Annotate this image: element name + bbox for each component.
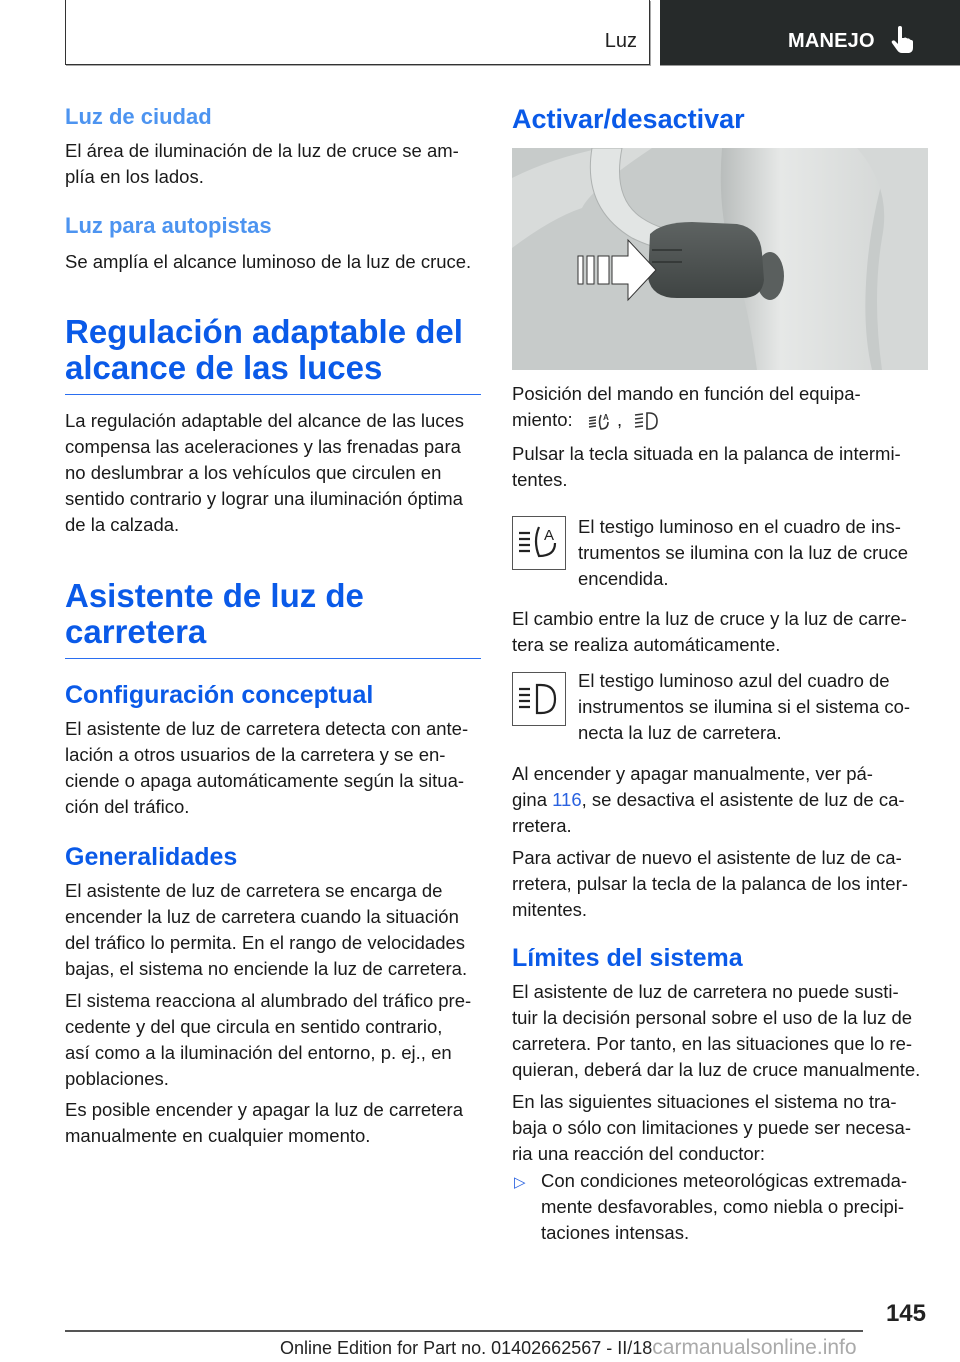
- paragraph-generalidades-3: [65, 1097, 483, 1149]
- heading-line: alcance de las luces: [65, 349, 383, 386]
- text-line: bajas, el sistema no enciende la luz de carretera.: [65, 958, 468, 979]
- text-line: cedente y del que circula en sentido contrario,: [65, 1016, 443, 1037]
- triangle-bullet-icon: ▷: [514, 1174, 526, 1191]
- text-line: instrumentos se ilumina si el sistema co-: [578, 696, 911, 717]
- auto-high-beam-icon: [586, 410, 612, 432]
- text-line: Es posible encender y apagar la luz de carretera: [65, 1099, 463, 1120]
- text-line: El área de iluminación de la luz de cruce se am-: [65, 140, 459, 161]
- text-line: taciones intensas.: [541, 1222, 690, 1243]
- text-line: rretera, pulsar la tecla de la palanca de los inter-: [512, 873, 908, 894]
- high-beam-icon: [633, 410, 659, 432]
- paragraph-cambio-automatico: [512, 606, 930, 658]
- header-chapter-tab[interactable]: [660, 0, 960, 65]
- page-link-116[interactable]: 116: [552, 789, 582, 810]
- heading-activar-desactivar: Activar/desactivar: [512, 104, 745, 134]
- text-line: del tráfico lo permita. En el rango de velocidades: [65, 932, 466, 953]
- text-line: compensa las aceleraciones y las frenadas para: [65, 436, 461, 457]
- heading-asistente-luz-carretera: [65, 578, 481, 659]
- heading-configuracion-conceptual: Configuración conceptual: [65, 681, 374, 709]
- text-fragment: gina: [512, 789, 553, 810]
- chapter-title: MANEJO: [788, 30, 875, 52]
- text-line: mitentes.: [512, 899, 588, 920]
- text-line: tuir la decisión personal sobre el uso de la luz de: [512, 1007, 913, 1028]
- text-line: ria una reacción del conductor:: [512, 1143, 765, 1164]
- paragraph-posicion-mando: [512, 381, 930, 433]
- text-line: El testigo luminoso azul del cuadro de: [578, 670, 890, 691]
- paragraph-activar-nuevo: [512, 845, 930, 923]
- paragraph-limites-1: [512, 979, 932, 1083]
- text-line: Al encender y apagar manualmente, ver pá-: [512, 763, 873, 784]
- svg-text:A: A: [602, 413, 609, 423]
- text-line: necta la luz de carretera.: [578, 722, 782, 743]
- paragraph-configuracion: [65, 716, 483, 820]
- text-line: La regulación adaptable del alcance de las luces: [65, 410, 465, 431]
- heading-limites-del-sistema: Límites del sistema: [512, 944, 743, 972]
- text-fragment: ,: [616, 409, 623, 430]
- text-line: rretera.: [512, 815, 572, 836]
- text-line: El sistema reacciona al alumbrado del tráfico pre-: [65, 990, 472, 1011]
- paragraph-indicator-cruce: [578, 514, 928, 592]
- text-line: Pulsar la tecla situada en la palanca de intermi-: [512, 443, 901, 464]
- text-line: ción del tráfico.: [65, 796, 190, 817]
- text-line: En las siguientes situaciones el sistema no tra-: [512, 1091, 897, 1112]
- text-line: El asistente de luz de carretera se encarga de: [65, 880, 443, 901]
- text-line: de la calzada.: [65, 514, 180, 535]
- watermark: carmanualsonline.info: [652, 1336, 857, 1359]
- pointing-hand-icon: [890, 26, 914, 54]
- paragraph-luz-de-ciudad: [65, 138, 483, 190]
- page-number: 145: [885, 1300, 926, 1327]
- paragraph-luz-para-autopistas: [65, 249, 483, 275]
- text-line: carretera. Por tanto, en las situaciones que lo re-: [512, 1033, 913, 1054]
- text-line: El asistente de luz de carretera detecta con ante-: [65, 718, 469, 739]
- text-line: encender la luz de carretera cuando la situación: [65, 906, 459, 927]
- bullet-item: [541, 1168, 933, 1246]
- header-section-box: [65, 0, 650, 65]
- text-line: tera se realiza automáticamente.: [512, 634, 781, 655]
- footer-divider: [65, 1330, 863, 1332]
- text-line: plía en los lados.: [65, 166, 204, 187]
- lever-illustration-graphic: [512, 148, 928, 370]
- edition-text: Online Edition for Part no. 01402662567 - II/18: [280, 1338, 653, 1358]
- paragraph-regulacion: [65, 408, 483, 538]
- text-line: sentido contrario y lograr una iluminación óptima: [65, 488, 463, 509]
- text-line: manualmente en cualquier momento.: [65, 1125, 371, 1146]
- paragraph-encender-manual: [512, 761, 930, 839]
- text-fragment: miento:: [512, 409, 573, 430]
- text-line: El asistente de luz de carretera no puede susti-: [512, 981, 899, 1002]
- footer-edition: [280, 1336, 857, 1360]
- text-line: Posición del mando en función del equipa-: [512, 383, 861, 404]
- heading-line: Regulación adaptable del: [65, 313, 463, 350]
- auto-high-beam-indicator-icon: [512, 516, 566, 570]
- heading-generalidades: Generalidades: [65, 843, 238, 871]
- text-line: quieran, deberá dar la luz de cruce manualmente.: [512, 1059, 921, 1080]
- heading-luz-para-autopistas: Luz para autopistas: [65, 213, 272, 238]
- heading-line: carretera: [65, 613, 207, 650]
- text-line: Para activar de nuevo el asistente de luz de ca-: [512, 847, 902, 868]
- paragraph-generalidades-1: [65, 878, 483, 982]
- paragraph-generalidades-2: [65, 988, 483, 1092]
- text-line: baja o sólo con limitaciones y puede ser necesa-: [512, 1117, 912, 1138]
- text-line: Se amplía el alcance luminoso de la luz de cruce.: [65, 251, 472, 272]
- text-line: El cambio entre la luz de cruce y la luz de carre-: [512, 608, 907, 629]
- paragraph-indicator-carretera: [578, 668, 928, 746]
- text-line: Con condiciones meteorológicas extremada-: [541, 1170, 908, 1191]
- paragraph-limites-2: [512, 1089, 930, 1167]
- heading-luz-de-ciudad: Luz de ciudad: [65, 104, 212, 129]
- text-fragment: , se desactiva el asistente de luz de ca-: [581, 789, 905, 810]
- text-line: trumentos se ilumina con la luz de cruce: [578, 542, 909, 563]
- text-line: [512, 787, 930, 813]
- text-line: encendida.: [578, 568, 669, 589]
- paragraph-pulsar-tecla: [512, 441, 930, 493]
- text-line: tentes.: [512, 469, 568, 490]
- text-line: El testigo luminoso en el cuadro de ins-: [578, 516, 901, 537]
- svg-text:A: A: [544, 527, 555, 544]
- text-line: lación a otros usuarios de la carretera y se en-: [65, 744, 446, 765]
- text-line-with-icons: [512, 407, 930, 433]
- heading-regulacion-adaptable: [65, 314, 481, 395]
- section-title: Luz: [604, 30, 637, 52]
- heading-line: Asistente de luz de: [65, 577, 364, 614]
- text-line: no deslumbrar a los vehículos que circulen en: [65, 462, 442, 483]
- text-line: poblaciones.: [65, 1068, 169, 1089]
- turn-signal-lever-illustration: [512, 148, 928, 370]
- high-beam-indicator-icon: [512, 672, 566, 726]
- text-line: mente desfavorables, como niebla o precipi-: [541, 1196, 904, 1217]
- text-line: así como a la iluminación del entorno, p. ej., en: [65, 1042, 452, 1063]
- text-line: ciende o apaga automáticamente según la situa-: [65, 770, 465, 791]
